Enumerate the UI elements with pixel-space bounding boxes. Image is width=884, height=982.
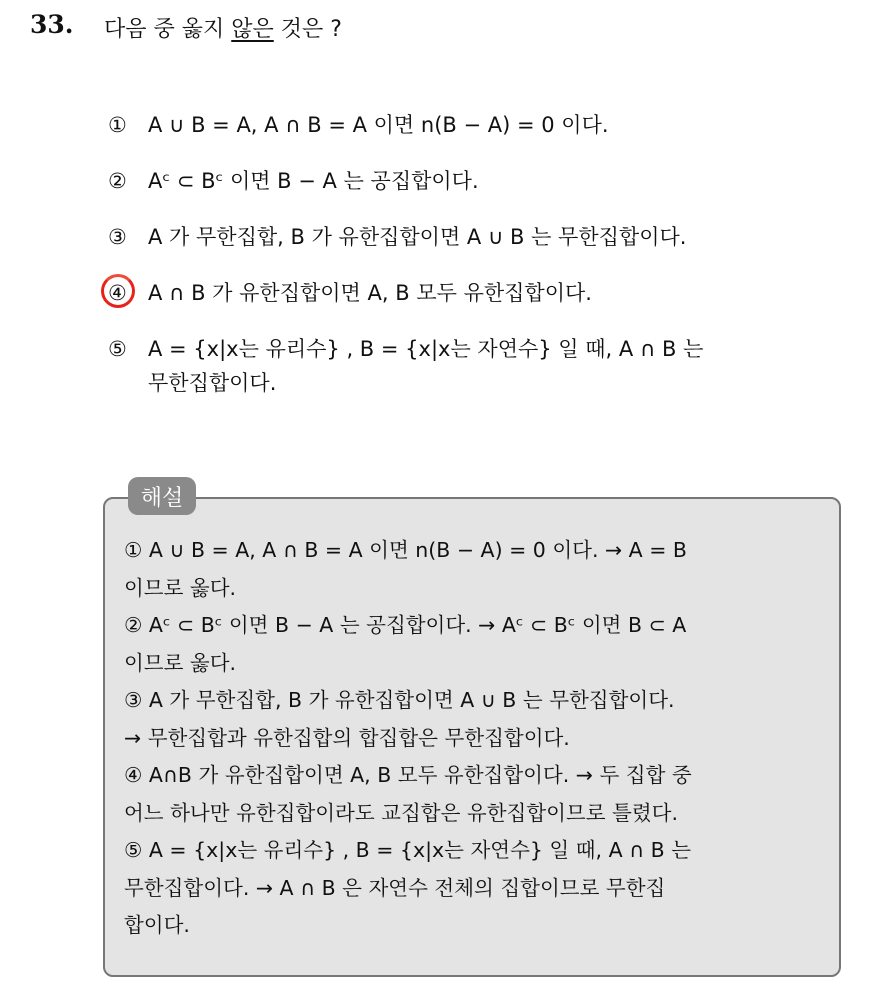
option-4[interactable] <box>108 276 848 332</box>
option-2[interactable] <box>108 164 848 220</box>
explanation-line: → 무한집합과 유한집합의 합집합은 무한집합이다. <box>124 725 570 750</box>
option-4-marker <box>108 276 148 310</box>
explanation-line: ① A ∪ B = A, A ∩ B = A 이면 n(B − A) = 0 이다. → A = B <box>124 538 687 562</box>
question-number: 33. <box>30 10 74 39</box>
explanation-line: ② Aᶜ ⊂ Bᶜ 이면 B − A 는 공집합이다. → Aᶜ ⊂ Bᶜ 이면 B ⊂ A <box>124 613 687 637</box>
option-4-marker-text: ④ <box>108 281 127 305</box>
question-suffix: 것은 ? <box>273 17 342 42</box>
explanation-line: 이므로 옳다. <box>124 650 237 675</box>
explanation-line: 무한집합이다. → A ∩ B 은 자연수 전체의 집합이므로 무한집 <box>124 875 666 900</box>
option-3-text: A 가 무한집합, B 가 유한집합이면 A ∪ B 는 무한집합이다. <box>148 225 687 249</box>
option-5[interactable] <box>108 332 848 400</box>
option-2-marker: ② <box>108 169 127 193</box>
option-1-marker: ① <box>108 113 127 137</box>
question-prefix: 다음 중 옳지 <box>104 17 232 42</box>
question-underlined-word: 않은 <box>231 17 274 42</box>
option-1[interactable] <box>108 108 848 164</box>
explanation-line: ④ A∩B 가 유한집합이면 A, B 모두 유한집합이다. → 두 집합 중 <box>124 763 692 787</box>
answer-options <box>108 108 848 400</box>
explanation-line: 이므로 옳다. <box>124 575 237 600</box>
explanation-line: 어느 하나만 유한집합이라도 교집합은 유한집합이므로 틀렸다. <box>124 800 678 825</box>
explanation-line: ⑤ A = {x|x는 유리수} , B = {x|x는 자연수} 일 때, A ∩ B 는 <box>124 838 692 862</box>
option-3-marker: ③ <box>108 225 127 249</box>
option-3[interactable] <box>108 220 848 276</box>
option-5-text: A = {x|x는 유리수} , B = {x|x는 자연수} 일 때, A ∩ B 는 <box>148 337 704 361</box>
option-5-text-block <box>148 332 848 400</box>
option-4-text: A ∩ B 가 유한집합이면 A, B 모두 유한집합이다. <box>148 281 592 305</box>
question-text <box>104 12 342 43</box>
option-5-marker: ⑤ <box>108 337 127 361</box>
selected-answer-ring <box>101 274 135 308</box>
explanation-line: 합이다. <box>124 913 190 937</box>
explanation-tab: 해설 <box>128 477 196 515</box>
option-5-text-continued: 무한집합이다. <box>148 371 277 395</box>
option-1-text: A ∪ B = A, A ∩ B = A 이면 n(B − A) = 0 이다. <box>148 113 609 137</box>
explanation-line: ③ A 가 무한집합, B 가 유한집합이면 A ∪ B 는 무한집합이다. <box>124 688 675 712</box>
option-2-text: Aᶜ ⊂ Bᶜ 이면 B − A 는 공집합이다. <box>148 169 479 193</box>
explanation-text <box>124 532 824 945</box>
